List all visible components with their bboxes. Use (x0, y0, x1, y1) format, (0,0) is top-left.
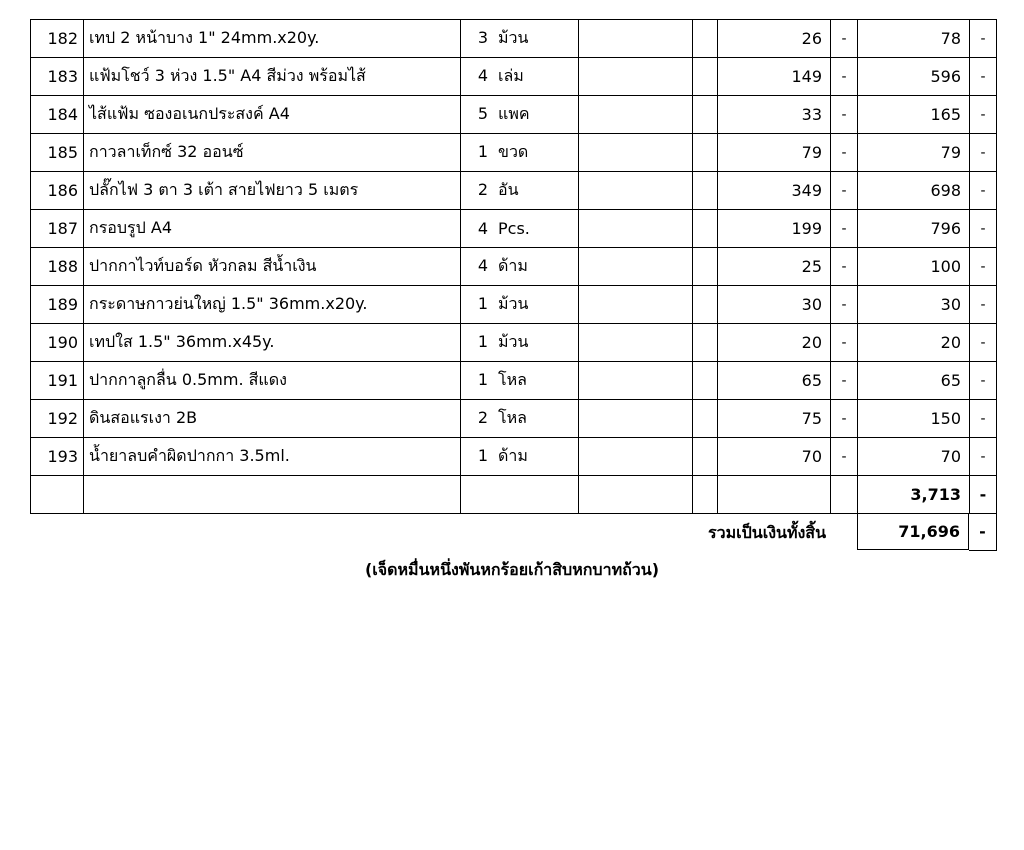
unit-price-satang: - (831, 438, 858, 476)
blank-column (693, 362, 718, 400)
blank-column (579, 362, 693, 400)
line-amount: 70 (858, 438, 970, 476)
line-amount: 20 (858, 324, 970, 362)
table-row (31, 134, 997, 172)
subtotal-amount: 3,713 (858, 476, 970, 514)
unit-price-satang: - (831, 96, 858, 134)
unit-price-satang: - (831, 134, 858, 172)
blank-column (693, 400, 718, 438)
item-description: ไส้แฟ้ม ซองอเนกประสงค์ A4 (84, 96, 461, 134)
quantity-unit: ม้วน (498, 28, 529, 47)
unit-price-satang: - (831, 400, 858, 438)
unit-price-satang: - (831, 172, 858, 210)
blank-column (579, 286, 693, 324)
unit-price-satang: - (831, 248, 858, 286)
quantity-value: 2 (477, 180, 488, 199)
blank-column (693, 58, 718, 96)
line-amount-satang: - (970, 172, 997, 210)
item-number: 188 (31, 248, 84, 286)
blank-column (693, 20, 718, 58)
item-number: 190 (31, 324, 84, 362)
quantity-value: 1 (477, 446, 488, 465)
table-row (31, 20, 997, 58)
item-quantity (461, 324, 579, 362)
line-amount-satang: - (970, 20, 997, 58)
amount-in-words: (เจ็ดหมื่นหนึ่งพันหกร้อยเก้าสิบหกบาทถ้วน) (364, 560, 660, 579)
item-description: ปากกาไวท์บอร์ด หัวกลม สีน้ำเงิน (84, 248, 461, 286)
line-amount-satang: - (970, 362, 997, 400)
table-row (31, 438, 997, 476)
item-description: กรอบรูป A4 (84, 210, 461, 248)
line-amount-satang: - (970, 286, 997, 324)
unit-price: 25 (718, 248, 831, 286)
quantity-unit: แพค (498, 104, 530, 123)
item-number: 192 (31, 400, 84, 438)
unit-price: 26 (718, 20, 831, 58)
item-description: ปากกาลูกลื่น 0.5mm. สีแดง (84, 362, 461, 400)
quantity-unit: เล่ม (498, 66, 524, 85)
blank-column (693, 172, 718, 210)
table-row (31, 286, 997, 324)
quantity-value: 1 (477, 294, 488, 313)
table-row (31, 210, 997, 248)
blank-column (579, 20, 693, 58)
item-description: ปลั๊กไฟ 3 ตา 3 เต้า สายไฟยาว 5 เมตร (84, 172, 461, 210)
unit-price: 199 (718, 210, 831, 248)
subtotal-row (31, 476, 997, 514)
line-amount: 165 (858, 96, 970, 134)
quantity-value: 4 (477, 219, 488, 238)
item-number: 182 (31, 20, 84, 58)
blank-column (579, 210, 693, 248)
item-number: 184 (31, 96, 84, 134)
item-quantity (461, 210, 579, 248)
unit-price-satang: - (831, 324, 858, 362)
blank-column (693, 286, 718, 324)
blank-column (693, 248, 718, 286)
quantity-value: 3 (477, 28, 488, 47)
line-amount: 796 (858, 210, 970, 248)
item-description: กาวลาเท็กซ์ 32 ออนซ์ (84, 134, 461, 172)
grand-total-amount: 71,696 (857, 513, 969, 550)
line-amount-satang: - (970, 324, 997, 362)
item-number: 187 (31, 210, 84, 248)
line-amount-satang: - (970, 96, 997, 134)
blank-column (693, 96, 718, 134)
quantity-value: 1 (477, 332, 488, 351)
line-amount-satang: - (970, 210, 997, 248)
quantity-unit: ขวด (498, 142, 529, 161)
unit-price-satang: - (831, 210, 858, 248)
unit-price-satang: - (831, 20, 858, 58)
blank-column (693, 438, 718, 476)
item-quantity (461, 172, 579, 210)
line-amount: 100 (858, 248, 970, 286)
quantity-value: 5 (477, 104, 488, 123)
table-row (31, 324, 997, 362)
blank-column (693, 134, 718, 172)
quantity-unit: ม้วน (498, 294, 529, 313)
unit-price-satang: - (831, 58, 858, 96)
quantity-value: 1 (477, 142, 488, 161)
line-amount: 30 (858, 286, 970, 324)
item-quantity (461, 400, 579, 438)
table-row (31, 362, 997, 400)
table-row (31, 96, 997, 134)
blank-column (579, 400, 693, 438)
line-amount-satang: - (970, 248, 997, 286)
item-quantity (461, 248, 579, 286)
line-amount: 596 (858, 58, 970, 96)
item-quantity (461, 438, 579, 476)
line-amount-satang: - (970, 400, 997, 438)
blank-column (579, 248, 693, 286)
blank-column (693, 210, 718, 248)
item-description: เทปใส 1.5" 36mm.x45y. (84, 324, 461, 362)
unit-price-satang: - (831, 286, 858, 324)
quantity-unit: โหล (498, 370, 527, 389)
item-number: 191 (31, 362, 84, 400)
line-amount: 79 (858, 134, 970, 172)
item-description: เทป 2 หน้าบาง 1" 24mm.x20y. (84, 20, 461, 58)
quantity-unit: ม้วน (498, 332, 529, 351)
item-number: 183 (31, 58, 84, 96)
item-quantity (461, 20, 579, 58)
grand-total-label: รวมเป็นเงินทั้งสิ้น (708, 523, 826, 542)
items-table-body (31, 20, 997, 476)
blank-column (579, 438, 693, 476)
item-description: แฟ้มโชว์ 3 ห่วง 1.5" A4 สีม่วง พร้อมไส้ (84, 58, 461, 96)
quantity-unit: Pcs. (498, 219, 530, 238)
item-quantity (461, 134, 579, 172)
table-row (31, 172, 997, 210)
blank-column (579, 172, 693, 210)
quantity-unit: ด้าม (498, 446, 528, 465)
unit-price: 20 (718, 324, 831, 362)
quantity-value: 1 (477, 370, 488, 389)
line-amount-satang: - (970, 134, 997, 172)
blank-column (579, 134, 693, 172)
item-description: กระดาษกาวย่นใหญ่ 1.5" 36mm.x20y. (84, 286, 461, 324)
blank-column (579, 96, 693, 134)
quantity-unit: อัน (498, 180, 519, 199)
line-amount: 150 (858, 400, 970, 438)
unit-price: 33 (718, 96, 831, 134)
subtotal-dash: - (970, 476, 997, 514)
blank-column (579, 58, 693, 96)
unit-price: 70 (718, 438, 831, 476)
item-description: ดินสอแรเงา 2B (84, 400, 461, 438)
items-table (30, 19, 997, 514)
item-quantity (461, 58, 579, 96)
quantity-value: 4 (477, 66, 488, 85)
item-quantity (461, 362, 579, 400)
line-amount: 65 (858, 362, 970, 400)
blank-column (579, 324, 693, 362)
unit-price: 149 (718, 58, 831, 96)
item-number: 189 (31, 286, 84, 324)
unit-price-satang: - (831, 362, 858, 400)
table-row (31, 58, 997, 96)
item-quantity (461, 286, 579, 324)
quantity-unit: โหล (498, 408, 527, 427)
line-amount: 78 (858, 20, 970, 58)
line-amount-satang: - (970, 438, 997, 476)
quantity-unit: ด้าม (498, 256, 528, 275)
unit-price: 79 (718, 134, 831, 172)
table-row (31, 400, 997, 438)
grand-total-dash: - (969, 513, 997, 551)
unit-price: 75 (718, 400, 831, 438)
item-description: น้ำยาลบคำผิดปากกา 3.5ml. (84, 438, 461, 476)
item-quantity (461, 96, 579, 134)
quantity-value: 2 (477, 408, 488, 427)
blank-column (693, 324, 718, 362)
item-number: 185 (31, 134, 84, 172)
item-number: 193 (31, 438, 84, 476)
unit-price: 349 (718, 172, 831, 210)
line-amount-satang: - (970, 58, 997, 96)
quantity-value: 4 (477, 256, 488, 275)
line-amount: 698 (858, 172, 970, 210)
item-number: 186 (31, 172, 84, 210)
unit-price: 65 (718, 362, 831, 400)
unit-price: 30 (718, 286, 831, 324)
table-row (31, 248, 997, 286)
